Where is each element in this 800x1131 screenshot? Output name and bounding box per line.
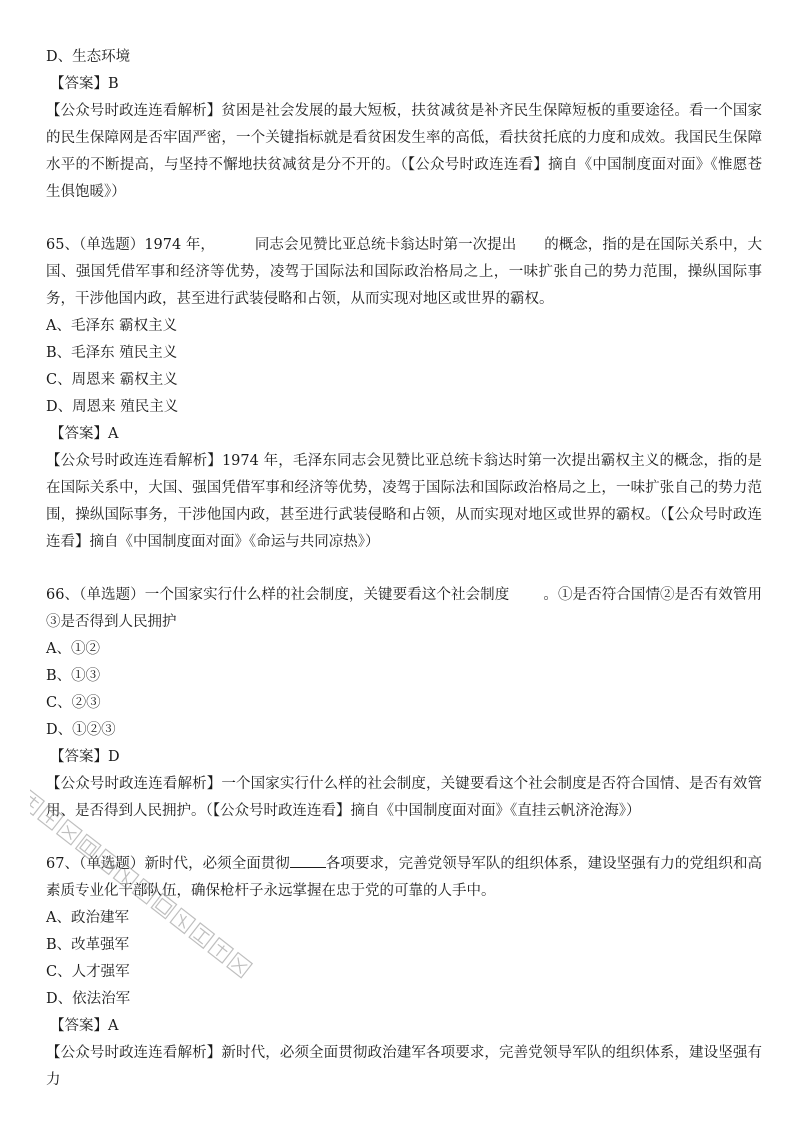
stem-part: 。①是否符合国情②是否有效管用③是否得到人民拥护 [46, 587, 763, 630]
answer-line: 【答案】D [50, 749, 120, 765]
question-65 [46, 232, 762, 556]
option-a: A、政治建军 [46, 910, 129, 926]
analysis-paragraph [46, 771, 762, 825]
answer-blank [290, 853, 326, 868]
stem-part: 各项要求，完善党领导军队的组织体系，建设坚强有力的党组织和高素质专业化干部队伍，确保枪杆子永远掌握在忠于党的可靠的人手中。 [46, 856, 763, 899]
document-page [46, 44, 762, 1094]
analysis-paragraph [46, 1040, 762, 1094]
option-a: A、①② [46, 641, 100, 657]
option-c: C、②③ [46, 695, 101, 711]
option-d: D、依法治军 [46, 991, 131, 1007]
stem-part: 66、（单选题）一个国家实行什么样的社会制度，关键要看这个社会制度 [46, 587, 510, 603]
analysis-text: 一个国家实行什么样的社会制度，关键要看这个社会制度是否符合国情、是否有效管用、是否得到人民拥护。（ [46, 776, 762, 819]
source-text: 摘自《中国制度面对面》《惟愿苍生俱饱暖》） [46, 157, 763, 200]
analysis-label: 【公众号时政连连看解析】 [46, 453, 222, 469]
stem-part: 67、（单选题）新时代，必须全面贯彻 [46, 856, 290, 872]
option-b: B、①③ [46, 668, 101, 684]
question-stem [46, 582, 762, 636]
source-label: 【公众号时政连连看】 [407, 157, 549, 173]
analysis-text: 贫困是社会发展的最大短板，扶贫减贫是补齐民生保障短板的重要途径。看一个国家的民生保障网是否牢固严密，一个关键指标就是看贫困发生率的高低，看扶贫托底的力度和成效。我国民生保障水平的不断提高，与坚持不懈地扶贫减贫是分不开的。（ [46, 103, 762, 173]
option-c: C、人才强军 [46, 964, 130, 980]
stem-part: 的概念，指的是在国际关系中，大国、强国凭借军事和经济等优势，凌驾于国际法和国际政治格局之上，一味扩张自己的势力范围，操纵国际事务，干涉他国内政，甚至进行武装侵略和占领，从而实现对地区或世界的霸权。 [46, 237, 762, 307]
analysis-paragraph [46, 98, 762, 206]
analysis-text: 新时代，必须全面贯彻政治建军各项要求，完善党领导军队的组织体系，建设坚强有力 [46, 1045, 762, 1088]
answer-line: 【答案】B [50, 76, 119, 92]
option-b: B、毛泽东 殖民主义 [46, 345, 178, 361]
option-c: C、周恩来 霸权主义 [46, 372, 178, 388]
analysis-label: 【公众号时政连连看解析】 [46, 1045, 222, 1061]
question-stem [46, 232, 762, 313]
source-text: 摘自《中国制度面对面》《直挂云帆济沧海》） [350, 803, 641, 819]
option-d: D、①②③ [46, 722, 116, 738]
analysis-paragraph [46, 448, 762, 556]
option-a: A、毛泽东 霸权主义 [46, 318, 178, 334]
question-67 [46, 851, 762, 1094]
analysis-label: 【公众号时政连连看解析】 [46, 103, 222, 119]
answer-line: 【答案】A [50, 1018, 119, 1034]
analysis-label: 【公众号时政连连看解析】 [46, 776, 222, 792]
stem-part: 65、（单选题）1974 年， [46, 237, 215, 253]
question-66 [46, 582, 762, 825]
source-label: 【公众号时政连连看】 [46, 507, 763, 550]
stem-part: 同志会见赞比亚总统卡翁达时第一次提出 [254, 237, 517, 253]
question-64-tail [46, 44, 762, 206]
option-d: D、生态环境 [46, 49, 131, 65]
question-stem [46, 851, 762, 905]
answer-line: 【答案】A [50, 426, 119, 442]
source-label: 【公众号时政连连看】 [212, 803, 351, 819]
option-b: B、改革强军 [46, 937, 130, 953]
option-d: D、周恩来 殖民主义 [46, 399, 179, 415]
analysis-text: 1974 年，毛泽东同志会见赞比亚总统卡翁达时第一次提出霸权主义的概念，指的是在国际关系中，大国、强国凭借军事和经济等优势，凌驾于国际法和国际政治格局之上，一味扩张自己的势力范围，操纵国际事务，干涉他国内政，甚至进行武装侵略和占领，从而实现对地区或世界的霸权。（ [46, 453, 762, 523]
source-text: 摘自《中国制度面对面》《命运与共同凉热》） [89, 534, 380, 550]
